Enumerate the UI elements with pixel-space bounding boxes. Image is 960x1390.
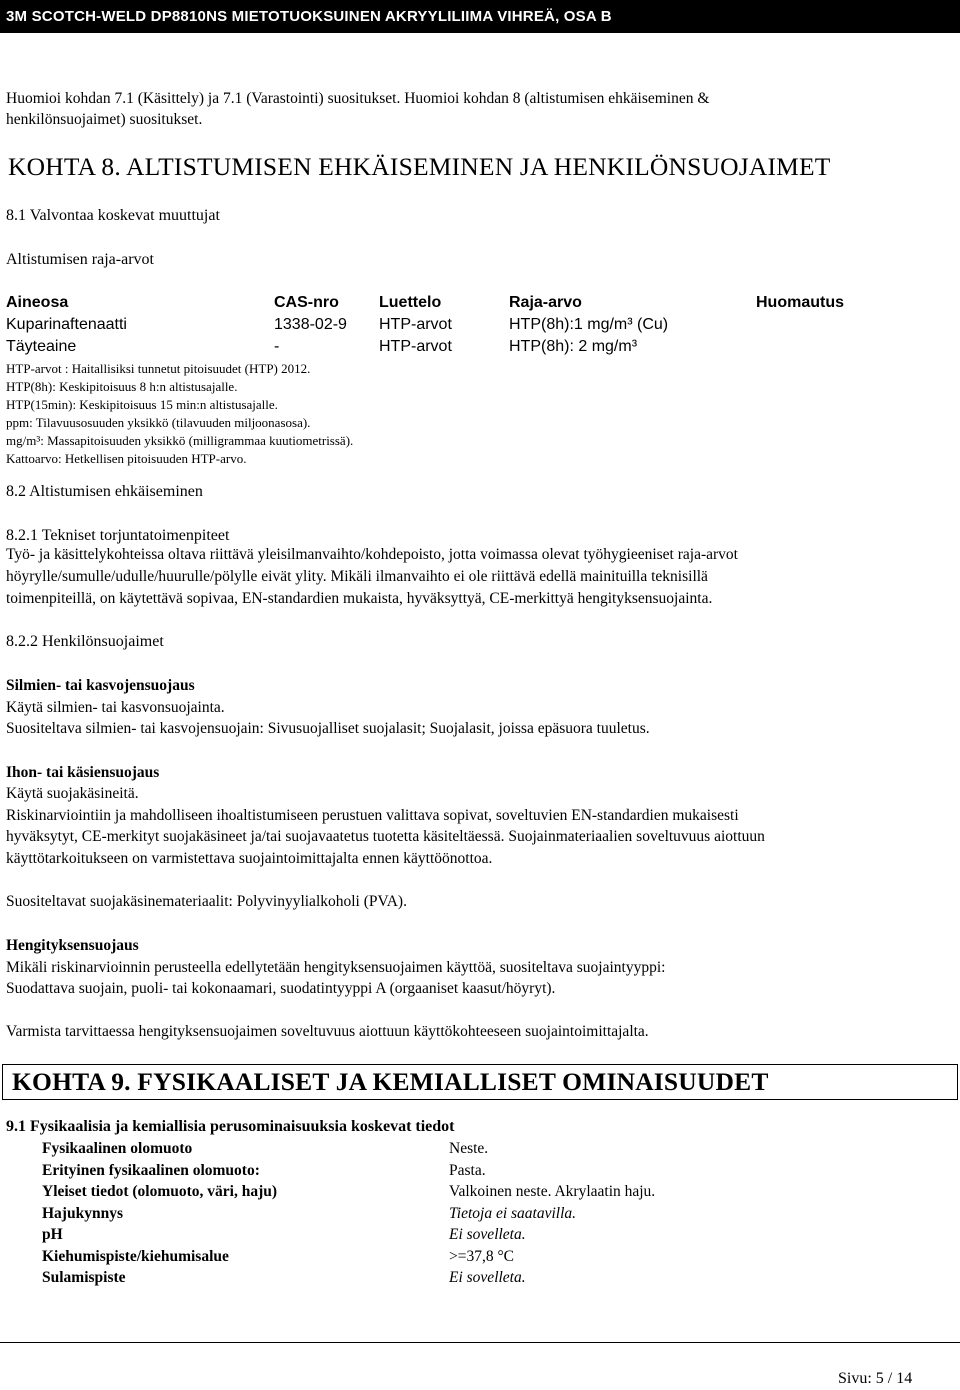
footer-divider <box>0 1342 960 1343</box>
table-header-limit: Raja-arvo <box>509 294 582 311</box>
property-value: Valkoinen neste. Akrylaatin haju. <box>449 1183 656 1200</box>
table-cell-cas: 1338-02-9 <box>274 316 347 333</box>
technical-line: Työ- ja käsittelykohteissa oltava riittävä yleisilmanvaihto/kohdepoisto, jotta voimassa olevat työhygieeniset raja-arvot <box>6 546 738 563</box>
table-note: mg/m³: Massapitoisuuden yksikkö (milligrammaa kuutiometrissä). <box>6 433 354 448</box>
skin-protection-line: Käytä suojakäsineitä. <box>6 785 139 802</box>
table-note: HTP-arvot : Haitallisiksi tunnetut pitoisuudet (HTP) 2012. <box>6 361 311 376</box>
property-value: Ei sovelleta. <box>449 1269 526 1286</box>
table-header-note: Huomautus <box>756 294 844 311</box>
table-cell-limit: HTP(8h):1 mg/m³ (Cu) <box>509 316 669 333</box>
skin-protection-line: Riskinarviointiin ja mahdolliseen ihoaltistumiseen perustuen valittava sopivat, soveltuvien EN-standardien mukaisesti <box>6 807 739 824</box>
eye-protection-line: Suositeltava silmien- tai kasvojensuojain: Sivusuojalliset suojalasit; Suojalasit, joissa epäsuora tuuletus. <box>6 720 650 737</box>
technical-line: toimenpiteillä, on käytettävä sopivaa, EN-standardien mukaista, hyväksyttyä, CE-merkittyä hengityksensuojainta. <box>6 590 713 607</box>
limits-heading: Altistumisen raja-arvot <box>6 251 154 268</box>
subsection-8-1-title: 8.1 Valvontaa koskevat muuttujat <box>6 207 220 224</box>
subsection-8-2-title: 8.2 Altistumisen ehkäiseminen <box>6 483 203 500</box>
subsection-8-2-2-title: 8.2.2 Henkilönsuojaimet <box>6 633 164 650</box>
table-header-cas: CAS-nro <box>274 294 339 311</box>
skin-protection-line: hyväksytyt, CE-merkityt suojakäsineet ja/tai suojavaatetus tuotetta käsiteltäessä. Suojainmateriaalien soveltuvuus aiottuun <box>6 828 765 845</box>
subsection-8-2-1-title: 8.2.1 Tekniset torjuntatoimenpiteet <box>6 527 230 544</box>
property-value: Tietoja ei saatavilla. <box>449 1204 577 1222</box>
property-label: Kiehumispiste/kiehumisalue <box>42 1247 229 1265</box>
eye-protection-heading: Silmien- tai kasvojensuojaus <box>6 677 195 694</box>
property-label: Yleiset tiedot (olomuoto, väri, haju) <box>42 1183 278 1200</box>
subsection-9-1-title: 9.1 Fysikaalisia ja kemiallisia perusominaisuuksia koskevat tiedot <box>6 1118 455 1135</box>
property-label: Erityinen fysikaalinen olomuoto: <box>42 1161 260 1179</box>
respiratory-note: Varmista tarvittaessa hengityksensuojaimen soveltuvuus aiottuun käyttökohteeseen suojaintoimittajalta. <box>6 1023 649 1040</box>
respiratory-protection-line: Mikäli riskinarvioinnin perusteella edellytetään hengityksensuojaimen käyttöä, suositeltava suojaintyyppi: <box>6 959 666 976</box>
table-header-substance: Aineosa <box>6 294 69 311</box>
property-label: pH <box>42 1226 63 1243</box>
table-note: HTP(8h): Keskipitoisuus 8 h:n altistusajalle. <box>6 379 238 394</box>
property-label: Sulamispiste <box>42 1269 126 1286</box>
property-value: Neste. <box>449 1140 489 1157</box>
intro-line-1: Huomioi kohdan 7.1 (Käsittely) ja 7.1 (Varastointi) suositukset. Huomioi kohdan 8 (altistumisen ehkäiseminen & <box>6 90 710 107</box>
table-cell-limit: HTP(8h): 2 mg/m³ <box>509 338 638 355</box>
table-header-list: Luettelo <box>379 294 442 311</box>
table-cell-cas: - <box>274 338 280 355</box>
table-note: Kattoarvo: Hetkellisen pitoisuuden HTP-arvo. <box>6 451 247 466</box>
respiratory-protection-heading: Hengityksensuojaus <box>6 937 139 954</box>
skin-protection-line: käyttötarkoitukseen on varmistettava suojaintoimittajalta ennen käyttöönottoa. <box>6 850 493 867</box>
property-label: Hajukynnys <box>42 1204 123 1222</box>
property-label: Fysikaalinen olomuoto <box>42 1140 193 1157</box>
respiratory-protection-line: Suodattava suojain, puoli- tai kokonaamari, suodatintyyppi A (orgaaniset kaasut/höyryt). <box>6 980 556 997</box>
skin-protection-heading: Ihon- tai käsiensuojaus <box>6 764 160 781</box>
intro-line-2: henkilönsuojaimet) suositukset. <box>6 111 203 128</box>
glove-material: Suositeltavat suojakäsinemateriaalit: Polyvinyylialkoholi (PVA). <box>6 893 407 910</box>
table-cell-substance: Kuparinaftenaatti <box>6 316 127 333</box>
eye-protection-line: Käytä silmien- tai kasvonsuojainta. <box>6 699 225 716</box>
table-note: HTP(15min): Keskipitoisuus 15 min:n altistusajalle. <box>6 397 278 412</box>
property-value: Pasta. <box>449 1161 486 1179</box>
section-9-title: KOHTA 9. FYSIKAALISET JA KEMIALLISET OMINAISUUDET <box>12 1067 769 1096</box>
property-value: Ei sovelleta. <box>449 1226 526 1243</box>
technical-line: höyrylle/sumulle/udulle/huurulle/pölylle eivät ylity. Mikäli ilmanvaihto ei ole riittävä edellä mainituilla teknisillä <box>6 568 708 585</box>
document-header: 3M SCOTCH-WELD DP8810NS MIETOTUOKSUINEN AKRYYLILIIMA VIHREÄ, OSA B <box>0 0 960 33</box>
table-cell-substance: Täyteaine <box>6 338 77 355</box>
property-value: >=37,8 °C <box>449 1247 515 1265</box>
section-8-title: KOHTA 8. ALTISTUMISEN EHKÄISEMINEN JA HENKILÖNSUOJAIMET <box>8 152 831 181</box>
page-number: Sivu: 5 / 14 <box>838 1370 913 1387</box>
table-cell-list: HTP-arvot <box>379 316 452 333</box>
table-note: ppm: Tilavuusosuuden yksikkö (tilavuuden miljoonasosa). <box>6 415 311 430</box>
table-cell-list: HTP-arvot <box>379 338 452 355</box>
